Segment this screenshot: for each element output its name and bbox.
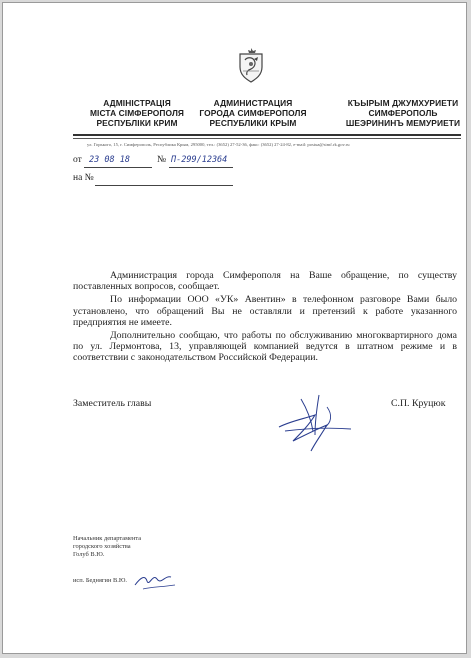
date-value: 23 08 18 bbox=[89, 155, 130, 165]
paragraph: Администрация города Симферополя на Ваше обращение, по существу поставленных вопросов, сообщает. bbox=[73, 270, 457, 293]
header-russian: АДМИНИСТРАЦИЯ ГОРОДА СИМФЕРОПОЛЯ РЕСПУБЛИКИ КРЫМ bbox=[199, 98, 307, 128]
recipient-redacted bbox=[286, 175, 456, 247]
signatory-title: Заместитель главы bbox=[73, 398, 152, 409]
signatory-name: С.П. Круцюк bbox=[391, 398, 446, 409]
date-prefix: от bbox=[73, 155, 82, 165]
executor-initials-icon bbox=[131, 569, 179, 593]
header-ukrainian: АДМІНІСТРАЦІЯ МІСТА СІМФЕРОПОЛЯ РЕСПУБЛІКИ КРИМ bbox=[89, 98, 185, 128]
letter-body bbox=[73, 270, 457, 364]
contact-info: ул. Горького, 15, г. Симферополь, Республика Крым, 295000, тел.: (3652) 27-52-36, факс: (3652) 27-24-82, e-mail: postua@simf.rk.gov.ru bbox=[87, 142, 350, 147]
department-note: Начальник департамента городского хозяйства Голуб В.Ю. bbox=[73, 535, 142, 559]
executor-note: исп. Беднягин В.Ю. bbox=[73, 577, 127, 584]
paragraph: По информации ООО «УК» Авентин» в телефонном разговоре Вами было установлено, что обращений Вы не оставляли и претензий к работе указанного предприятия не имеете. bbox=[73, 294, 457, 328]
header-divider-thick bbox=[73, 134, 461, 136]
handwritten-signature-icon bbox=[271, 385, 357, 457]
reply-underline bbox=[95, 185, 233, 186]
number-underline bbox=[169, 167, 233, 168]
header-crimean-tatar: КЪЫРЫМ ДЖУМХУРИЕТИ СИМФЕРОПОЛЬ ШЕЭРИНИНЪ МЕМУРИЕТИ bbox=[345, 98, 461, 128]
header-divider-thin bbox=[73, 138, 461, 139]
reply-prefix: на № bbox=[73, 173, 94, 183]
number-prefix: № bbox=[157, 155, 167, 165]
number-value: П-299/12364 bbox=[171, 155, 228, 165]
paragraph: Дополнительно сообщаю, что работы по обслуживанию многоквартирного дома по ул. Лермонтова, 13, управляющей компанией ведутся в штатном режиме и в соответствии с законодательством Российской Федерации. bbox=[73, 330, 457, 364]
crimea-coat-of-arms-icon bbox=[237, 47, 265, 83]
letter-page bbox=[2, 2, 467, 654]
date-underline bbox=[84, 167, 152, 168]
